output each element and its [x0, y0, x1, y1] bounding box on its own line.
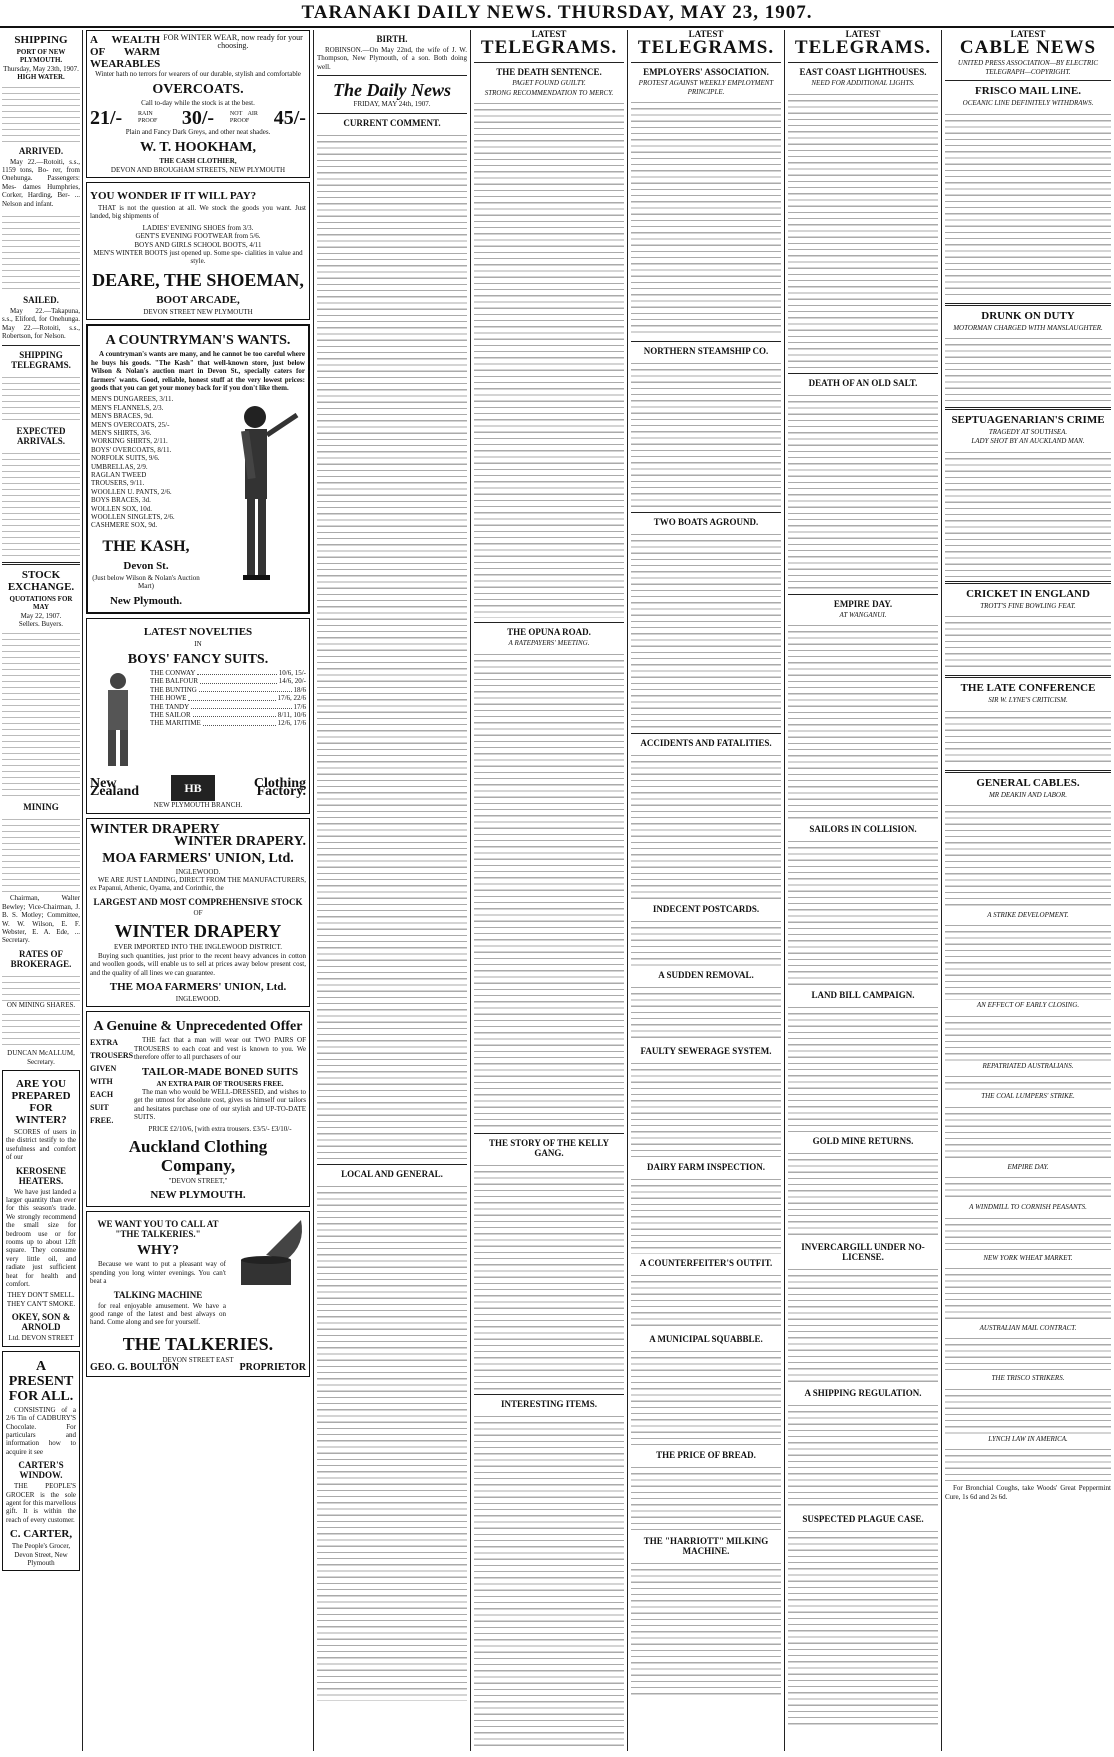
boys-suits-heading: BOYS' FANCY SUITS. — [127, 652, 269, 668]
kash-item: BOYS BRACES, 3d. — [91, 496, 151, 505]
northern-steamship-heading: NORTHERN STEAMSHIP CO. — [643, 346, 769, 357]
countryman-heading: A COUNTRYMAN'S WANTS. — [105, 333, 291, 349]
kash-list — [91, 395, 201, 608]
winter-drapery-2: WINTER DRAPERY. — [173, 834, 306, 850]
okey-name: OKEY, SON & ARNOLD — [11, 1312, 71, 1333]
suit-row — [150, 711, 306, 719]
frisco-heading: FRISCO MAIL LINE. — [974, 85, 1082, 98]
coal-text — [945, 1102, 1111, 1162]
kerosene-ad — [2, 1070, 80, 1347]
man-with-cane-figure — [205, 395, 305, 595]
novelties-in: IN — [194, 639, 202, 648]
sailed-heading: SAILED. — [23, 295, 59, 306]
gold-mine-heading: GOLD MINE RETURNS. — [812, 1136, 914, 1147]
moa2-name: THE MOA FARMERS' UNION, Ltd. — [109, 980, 287, 993]
deare-sub: BOOT ARCADE, — [156, 293, 240, 306]
expected-arrivals-heading: EXPECTED ARRIVALS. — [16, 425, 66, 446]
extra-word: SUIT — [90, 1103, 109, 1113]
faulty-sewerage-heading: FAULTY SEWERAGE SYSTEM. — [640, 1046, 772, 1057]
suit-name: THE BUNTING — [150, 685, 197, 694]
moa-text2: Buying such quantities, just prior to the recent heavy advances in cotton and woollen goods, will enable us to sell at prices away below present cost, and the quality of all lines we can guarantee. — [90, 951, 306, 977]
tweeds-text: Plain and Fancy Dark Greys, and other neat shades. — [125, 127, 271, 136]
dairy-farm-text — [631, 1174, 781, 1254]
empire-day-cable-text — [945, 1172, 1111, 1202]
talkeries-address: DEVON STREET EAST — [162, 1355, 234, 1364]
talkeries-ad — [86, 1211, 310, 1376]
arrived-more — [2, 211, 80, 291]
winter-drapery-3: WINTER DRAPERY — [114, 921, 282, 942]
drunk-duty-heading: DRUNK ON DUTY — [981, 309, 1075, 322]
nz-clothing-ad — [86, 618, 310, 814]
kash-item: MEN'S OVERCOATS, 25/- — [91, 420, 170, 429]
price-30: 30/- — [181, 106, 215, 129]
suit-row — [150, 719, 306, 727]
why-heading: WHY? — [137, 1243, 179, 1259]
latest-label: LATEST — [531, 30, 567, 39]
column-shipping — [2, 30, 80, 1751]
kash-item: NORFOLK SUITS, 9/6. — [91, 454, 160, 463]
australian-mail-text — [945, 1333, 1111, 1373]
invercargill-text — [788, 1264, 938, 1384]
kerosene-heading: KEROSENE HEATERS. — [15, 1165, 66, 1186]
plague-heading: SUSPECTED PLAGUE CASE. — [802, 1514, 924, 1525]
sailed-text: May 22.—Takapuna, s.s., Eliford, for Onehunga. May 22.—Rotoiti, s.s., Robertson, for Nelson. — [2, 307, 80, 341]
brokerage-text — [2, 971, 80, 1001]
latest-label: LATEST — [1010, 30, 1046, 39]
drunk-text — [945, 333, 1111, 403]
kash-address: New Plymouth. — [109, 594, 183, 607]
extra-word: EXTRA — [90, 1038, 119, 1048]
expected-arrivals-text — [2, 448, 80, 558]
municipal-text — [631, 1346, 781, 1446]
septuagenarian-text — [945, 447, 1111, 577]
wonder-end: MEN'S WINTER BOOTS just opened up. Some spe- cialities in value and style. — [93, 249, 303, 266]
quotations-date: May 22, 1907. — [20, 611, 62, 620]
death-old-salt-text — [788, 390, 938, 590]
gramophone-icon — [226, 1215, 306, 1295]
moa-text: WE ARE JUST LANDING, DIRECT FROM THE MANUFACTURERS, ex Papanui, Athenic, Oyama, and Corinthic, the — [90, 876, 306, 893]
indecent-text — [631, 916, 781, 966]
column-rule — [470, 30, 471, 1751]
deakin-text — [945, 800, 1111, 910]
present-heading: A PRESENT FOR ALL. — [8, 1358, 74, 1404]
land-bill-text — [788, 1002, 938, 1132]
price-21: 21/- — [90, 106, 123, 129]
kash-item: WOOLLEN U. PANTS, 2/6. — [91, 487, 172, 496]
protest-subheading: PROTEST AGAINST WEEKLY EMPLOYMENT PRINCIPLE. — [638, 79, 774, 96]
tailor-text: THE fact that a man will wear out TWO PAIRS OF TROUSERS to each coat and vest is known to you. We therefore offer to all purchasers of our — [134, 1036, 306, 1062]
kash-item: TROUSERS, 9/11. — [91, 479, 145, 488]
boy-illustration — [90, 669, 150, 771]
rain-proof-label: RAIN PROOF — [138, 110, 158, 124]
price-line: PRICE £2/10/6, [with extra trousers. £3/5/- £3/10/- — [148, 1124, 292, 1133]
suit-row — [150, 703, 306, 711]
column-rule — [941, 30, 942, 1751]
suit-price: 17/6, 22/6 — [277, 694, 306, 703]
extra-trousers-list — [90, 1036, 134, 1133]
extra-word: TROUSERS — [90, 1051, 134, 1061]
telegrams-title: TELEGRAMS. — [480, 37, 618, 59]
chairman-text: Chairman, Walter Bewley; Vice-Chairman, J. B. S. Motley; Committee, W. W. Wilson, E. F. Webster, E. A. Ede, ... Secretary. — [2, 894, 80, 945]
auckland-clothing-ad — [86, 1011, 310, 1207]
extra-word: FREE. — [90, 1116, 114, 1126]
tragedy-sub: TRAGEDY AT SOUTHSEA. — [988, 428, 1068, 437]
repatriated-sub: REPATRIATED AUSTRALIANS. — [982, 1061, 1074, 1070]
sudden-removal-text — [631, 982, 781, 1042]
prepared-text: SCORES of users in the district testify to the usefulness and comfort of our — [6, 1127, 76, 1162]
wealth-text: Winter hath no terrors for wearers of our durable, stylish and comfortable — [95, 70, 301, 78]
talking-text: for real enjoyable amusement. We have a good range of the latest and best always on hand. Come along and see for yourself. — [90, 1301, 226, 1327]
strike-sub: A STRIKE DEVELOPMENT. — [987, 911, 1069, 920]
death-sentence-text — [474, 98, 624, 618]
column-rule — [82, 30, 83, 1751]
auckland-name: Auckland Clothing Company, — [128, 1136, 268, 1175]
sailors-collision-text — [788, 836, 938, 986]
moa-name: MOA FARMERS' UNION, Ltd. — [102, 850, 294, 866]
kash-item: BOYS' OVERCOATS, 8/11. — [91, 445, 172, 454]
suit-list — [150, 669, 306, 771]
paget-guilty: PAGET FOUND GUILTY. — [512, 79, 586, 88]
wonder-item: LADIES' EVENING SHOES from 3/3. — [142, 223, 254, 232]
septuagenarian-heading: SEPTUAGENARIAN'S CRIME — [951, 414, 1105, 427]
countryman-text: A countryman's wants are many, and he cannot be too careful where he buys his goods. "The Kash" that well-known store, just below Wilson & Nolan's auction mart in Devon St., specially caters for farmers' wants. Good, reliable, honest stuff at the very lowest prices: goods that you can get your money back for if you don't like them. — [91, 350, 305, 392]
new-zealand-label: New Zealand — [90, 776, 140, 800]
suit-row — [150, 669, 306, 677]
auckland-sub: "DEVON STREET," — [168, 1176, 228, 1185]
suit-row — [150, 694, 306, 702]
hookham-address: DEVON AND BROUGHAM STREETS, NEW PLYMOUTH — [110, 165, 286, 174]
kash-item: MEN'S BRACES, 9d. — [91, 412, 153, 421]
kash-note: (Just below Wilson & Nolan's Auction Mart) — [92, 573, 200, 591]
call-text: Call to-day while the stock is at the best. — [141, 99, 255, 108]
gold-mine-text — [788, 1148, 938, 1238]
opuna-road-heading: THE OPUNA ROAD. — [507, 627, 591, 638]
conference-heading: THE LATE CONFERENCE — [960, 682, 1096, 695]
early-closing-sub: AN EFFECT OF EARLY CLOSING. — [976, 1001, 1080, 1010]
why-text: Because we want to put a pleasant way of spending you long winter evenings. You can't beat a — [90, 1260, 226, 1286]
sudden-removal-heading: A SUDDEN REMOVAL. — [658, 970, 754, 981]
death-sentence-heading: THE DEATH SENTENCE. — [496, 67, 602, 78]
suit-name: THE CONWAY — [150, 669, 196, 678]
cricket-heading: CRICKET IN ENGLAND — [966, 587, 1090, 600]
extra-word: GIVEN — [90, 1064, 117, 1074]
kash-item: WORKING SHIRTS, 2/11. — [91, 437, 168, 446]
paper-title: The Daily News — [333, 80, 451, 101]
column-rule — [627, 30, 628, 1751]
extra-word: WITH — [90, 1077, 113, 1087]
ratepayers-meeting: A RATEPAYERS' MEETING. — [508, 639, 590, 648]
kash-ad — [86, 324, 310, 613]
early-closing-text — [945, 1011, 1111, 1061]
paper-date: FRIDAY, MAY 24th, 1907. — [353, 100, 431, 109]
overcoats-heading: OVERCOATS. — [152, 82, 244, 98]
australian-mail-sub: AUSTRALIAN MAIL CONTRACT. — [979, 1323, 1077, 1332]
recommendation-mercy: STRONG RECOMMENDATION TO MERCY. — [484, 88, 614, 97]
present-ad — [2, 1351, 80, 1572]
local-general-heading: LOCAL AND GENERAL. — [341, 1168, 443, 1179]
tailor-made: TAILOR-MADE BONED SUITS — [141, 1065, 299, 1078]
proprietor-label: PROPRIETOR — [239, 1362, 306, 1374]
wonder-item: GENT'S EVENING FOOTWEAR from 5/6. — [135, 232, 261, 241]
okey-address: Ltd. DEVON STREET — [8, 1334, 74, 1343]
invercargill-heading: INVERCARGILL UNDER NO-LICENSE. — [801, 1242, 925, 1263]
indecent-postcards-heading: INDECENT POSTCARDS. — [652, 904, 760, 915]
two-boats-heading: TWO BOATS AGROUND. — [653, 517, 759, 528]
suit-row — [150, 677, 306, 685]
kelly-gang-text — [474, 1160, 624, 1390]
frisco-sub: OCEANIC LINE DEFINITELY WITHDRAWS. — [962, 99, 1094, 108]
novelties-heading: LATEST NOVELTIES — [143, 625, 253, 638]
lady-shot-sub: LADY SHOT BY AN AUCKLAND MAN. — [971, 437, 1085, 446]
no-smell: THEY DON'T SMELL. THEY CAN'T SMOKE. — [6, 1291, 76, 1308]
counterfeiter-heading: A COUNTERFEITER'S OUTFIT. — [639, 1258, 773, 1269]
hb-logo-icon: HB — [171, 775, 215, 801]
wonder-text: THAT is not the question at all. We stock the goods you want. Just landed, big shipments of — [90, 204, 306, 221]
boy-figure — [90, 669, 146, 769]
sailors-collision-heading: SAILORS IN COLLISION. — [809, 824, 917, 835]
man-illustration — [205, 395, 305, 608]
interesting-items-heading: INTERESTING ITEMS. — [500, 1398, 598, 1409]
column-rule — [313, 30, 314, 1751]
kash-item: MEN'S FLANNELS, 2/3. — [91, 403, 164, 412]
boulton-name: GEO. G. BOULTON — [90, 1362, 179, 1374]
counterfeiter-text — [631, 1270, 781, 1330]
lighthouses-heading: EAST COAST LIGHTHOUSES. — [799, 67, 927, 78]
opuna-road-text — [474, 649, 624, 1129]
harriott-heading: THE "HARRIOTT" MILKING MACHINE. — [643, 1536, 769, 1557]
northern-steamship-text — [631, 358, 781, 508]
strike-text — [945, 920, 1111, 1000]
mining-heading: MINING — [23, 802, 59, 813]
kash-item: MEN'S SHIRTS, 3/6. — [91, 428, 152, 437]
moa2-sub: INGLEWOOD. — [175, 994, 221, 1003]
deare-ad — [86, 182, 310, 320]
clothing-factory-label: Clothing Factory. — [253, 776, 306, 800]
wealth-sub: FOR WINTER WEAR, now ready for your choosing. — [163, 33, 303, 51]
masthead-title: TARANAKI DAILY NEWS. THURSDAY, MAY 23, 1907. — [301, 2, 813, 23]
talkeries-call: WE WANT YOU TO CALL AT "THE TALKERIES." — [97, 1219, 219, 1240]
shipping-regulation-heading: A SHIPPING REGULATION. — [804, 1388, 922, 1399]
carter-name: C. CARTER, — [9, 1528, 73, 1541]
not-air-proof-label: NOT AIR PROOF — [229, 110, 258, 124]
tailor-text2: The man who would be WELL-DRESSED, and wishes to get the utmost for absolute cost, gives us himself our tailors and hesitates purchase one of our stylish and UP-TO-DATE SUITS. — [134, 1087, 306, 1122]
need-lights-sub: NEED FOR ADDITIONAL LIGHTS. — [811, 79, 915, 88]
editorial-text — [317, 130, 467, 1160]
deare-address: DEVON STREET NEW PLYMOUTH — [143, 307, 253, 316]
tide-table — [2, 82, 80, 142]
quotations-heading: QUOTATIONS FOR MAY — [9, 594, 73, 612]
drunk-sub: MOTORMAN CHARGED WITH MANSLAUGHTER. — [953, 323, 1103, 332]
suit-price: 10/6, 15/- — [278, 669, 306, 678]
column-telegrams-2 — [631, 30, 781, 1751]
wealth-heading: A WEALTH OF WARM WEARABLES — [90, 34, 161, 70]
cable-news-title: CABLE NEWS — [959, 37, 1097, 59]
empire-day-heading: EMPIRE DAY. — [833, 598, 893, 609]
suit-name: THE HOWE — [150, 694, 187, 703]
current-comment-heading: CURRENT COMMENT. — [343, 117, 441, 128]
kash-item: WOOLLEN SINGLETS, 2/6. — [91, 513, 175, 521]
carter-text: THE PEOPLE'S GROCER is the sole agent for this marvellous gift. It is within the reach of every customer. — [6, 1482, 76, 1524]
shipping-telegrams-heading: SHIPPING TELEGRAMS. — [11, 349, 71, 370]
cable-subtitle: UNITED PRESS ASSOCIATION—BY ELECTRIC TELEGRAPH—COPYRIGHT. — [957, 59, 1099, 76]
carter-address: Devon Street, New Plymouth — [14, 1550, 68, 1567]
latest-label: LATEST — [845, 30, 881, 39]
suit-price: 17/6 — [293, 702, 306, 711]
quotation-table — [2, 628, 80, 798]
genuine-offer-heading: A Genuine & Unprecedented Offer — [93, 1019, 303, 1035]
auckland-address: NEW PLYMOUTH. — [150, 1189, 246, 1202]
coal-sub: THE COAL LUMPERS' STRIKE. — [981, 1092, 1075, 1101]
land-bill-heading: LAND BILL CAMPAIGN. — [811, 990, 915, 1001]
kash-sub: Devon St. — [123, 559, 169, 572]
hookham-sub: THE CASH CLOTHIER, — [159, 157, 237, 166]
moa-sub: INGLEWOOD. — [175, 867, 221, 876]
kash-item: CASHMERE SOX, 9d. — [91, 521, 158, 530]
shipping-heading: SHIPPING — [14, 34, 68, 46]
harriott-text — [631, 1558, 781, 1698]
secretary: DUNCAN McALLUM, Secretary. — [7, 1049, 75, 1066]
port-date: Thursday, May 23th, 1907. — [3, 64, 79, 73]
telegrams-title: TELEGRAMS. — [637, 37, 775, 59]
new-york-sub: NEW YORK WHEAT MARKET. — [983, 1253, 1073, 1262]
column-editorial — [317, 30, 467, 1751]
column-cable-news — [945, 30, 1111, 1751]
employers-heading: EMPLOYERS' ASSOCIATION. — [643, 67, 769, 78]
sellers-buyers: Sellers. Buyers. — [18, 619, 64, 628]
masthead — [0, 0, 1114, 28]
talking-machine: TALKING MACHINE — [113, 1289, 203, 1300]
local-general-text — [317, 1181, 467, 1701]
trisco-sub: THE TRISCO STRIKERS. — [991, 1374, 1065, 1383]
birth-heading: BIRTH. — [376, 34, 408, 44]
port-heading: PORT OF NEW PLYMOUTH. — [16, 48, 66, 65]
kash-item: MEN'S DUNGAREES, 3/11. — [91, 395, 174, 404]
mining-table — [2, 814, 80, 894]
accidents-heading: ACCIDENTS AND FATALITIES. — [640, 738, 772, 749]
stock-exchange-heading: STOCK EXCHANGE. — [7, 568, 75, 593]
kerosene-text: We have just landed a larger quantity than ever for this season's trade. We strongly recommend the small size for bedroom use or for rooms up to about 12ft square. They consume very little oil, and radiate just sufficient heat for health and comfort. — [6, 1187, 76, 1289]
ever-imported: EVER IMPORTED INTO THE INGLEWOOD DISTRICT. — [114, 943, 282, 952]
gramophone-illustration — [226, 1215, 306, 1329]
accidents-text — [631, 750, 781, 900]
general-cables-heading: GENERAL CABLES. — [976, 776, 1080, 789]
trott-sub: TROTT'S FINE BOWLING FEAT. — [980, 601, 1076, 610]
birth-text: ROBINSON.—On May 22nd, the wife of J. W. Thompson, New Plymouth, of a son. Both doing well. — [317, 46, 467, 71]
moa-winter-ad — [86, 818, 310, 1007]
kash-name: THE KASH, — [102, 537, 190, 555]
arrived-text: May 22.—Rotoiti, s.s., 1159 tons, Bo- rer, from Onehunga. Passengers: Mes- dames Humphries, Corker, Harding, Ber- ... Nelson and infant. — [2, 157, 80, 208]
suit-price: 14/6, 20/- — [278, 677, 306, 686]
dairy-farm-heading: DAIRY FARM INSPECTION. — [647, 1162, 765, 1173]
windmill-text — [945, 1213, 1111, 1253]
prepared-heading: ARE YOU PREPARED FOR WINTER? — [11, 1077, 71, 1126]
arrived-heading: ARRIVED. — [18, 145, 64, 156]
lighthouses-text — [788, 89, 938, 369]
brokerage-heading: RATES OF BROKERAGE. — [10, 948, 72, 969]
extra-pair: AN EXTRA PAIR OF TROUSERS FREE. — [156, 1079, 284, 1088]
faulty-sewerage-text — [631, 1058, 781, 1158]
mining-shares-text — [2, 1009, 80, 1049]
interesting-items-text — [474, 1411, 624, 1751]
suit-row — [150, 686, 306, 694]
conference-text — [945, 706, 1111, 766]
winter-drapery-1: WINTER DRAPERY — [90, 821, 220, 837]
present-text: CONSISTING of a 2/6 Tin of CADBURY'S Chocolate. For particulars and information how to acquire it see — [6, 1405, 76, 1456]
shipping-regulation-text — [788, 1400, 938, 1510]
kash-item: RAGLAN TWEED — [91, 470, 147, 479]
column-rule — [784, 30, 785, 1751]
column-advertisements — [86, 30, 310, 1751]
kelly-gang-heading: THE STORY OF THE KELLY GANG. — [489, 1137, 609, 1158]
carters-window: CARTER'S WINDOW. — [18, 1460, 64, 1481]
trisco-text — [945, 1384, 1111, 1434]
employers-text — [631, 97, 781, 337]
telegrams-title: TELEGRAMS. — [794, 37, 932, 59]
largest-stock: LARGEST AND MOST COMPREHENSIVE STOCK — [93, 896, 303, 907]
empire-day-sub: EMPIRE DAY. — [1007, 1162, 1049, 1171]
latest-label: LATEST — [688, 30, 724, 39]
extra-word: EACH — [90, 1090, 114, 1100]
kash-item: UMBRELLAS, 2/9. — [91, 462, 148, 471]
death-old-salt-heading: DEATH OF AN OLD SALT. — [808, 377, 918, 388]
lynch-law-text — [945, 1444, 1111, 1484]
largest-of: OF — [193, 908, 203, 917]
wanganui-sub: AT WANGANUI. — [839, 610, 887, 619]
suit-price: 18/6 — [293, 685, 306, 694]
new-york-text — [945, 1263, 1111, 1323]
suit-name: THE BALFOUR — [150, 677, 199, 686]
cricket-text — [945, 611, 1111, 671]
price-45: 45/- — [273, 106, 306, 129]
kash-item: WOLLEN SOX, 10d. — [91, 504, 153, 513]
column-telegrams-3 — [788, 30, 938, 1751]
talkeries-name: THE TALKERIES. — [122, 1333, 274, 1354]
carter-sub: The People's Grocer, — [11, 1542, 71, 1551]
deakin-sub: MR DEAKIN AND LABOR. — [988, 790, 1068, 799]
shipping-telegrams-text — [2, 372, 80, 422]
suit-name: THE MARITIME — [150, 719, 201, 728]
municipal-heading: A MUNICIPAL SQUABBLE. — [649, 1334, 763, 1345]
empire-day-text — [788, 620, 938, 820]
repatriated-text — [945, 1071, 1111, 1091]
high-water-heading: HIGH WATER. — [17, 73, 65, 82]
deare-name: DEARE, THE SHOEMAN, — [92, 269, 304, 290]
lyne-sub: SIR W. LYNE'S CRITICISM. — [988, 696, 1068, 705]
two-boats-text — [631, 529, 781, 729]
wonder-item: BOYS AND GIRLS SCHOOL BOOTS, 4/11 — [134, 240, 262, 249]
price-bread-heading: THE PRICE OF BREAD. — [656, 1450, 756, 1461]
suit-name: THE SAILOR — [150, 711, 191, 720]
frisco-text — [945, 109, 1111, 299]
plague-text — [788, 1526, 938, 1726]
hookham-name: W. T. HOOKHAM, — [139, 140, 257, 156]
bronchial-ad: For Bronchial Coughs, take Woods' Great Peppermint Cure, 1s 6d and 2s 6d. — [945, 1484, 1111, 1501]
suit-name: THE TANDY — [150, 702, 190, 711]
column-telegrams-1 — [474, 30, 624, 1751]
price-bread-text — [631, 1462, 781, 1532]
wonder-heading: YOU WONDER IF IT WILL PAY? — [90, 190, 257, 203]
nz-branch: NEW PLYMOUTH BRANCH. — [153, 801, 243, 810]
mining-shares-heading: ON MINING SHARES. — [6, 1000, 76, 1009]
hookham-ad — [86, 30, 310, 178]
suit-price: 8/11, 10/6 — [277, 711, 306, 720]
lynch-law-sub: LYNCH LAW IN AMERICA. — [988, 1434, 1068, 1443]
windmill-sub: A WINDMILL TO CORNISH PEASANTS. — [969, 1203, 1087, 1212]
suit-price: 12/6, 17/6 — [277, 719, 306, 728]
